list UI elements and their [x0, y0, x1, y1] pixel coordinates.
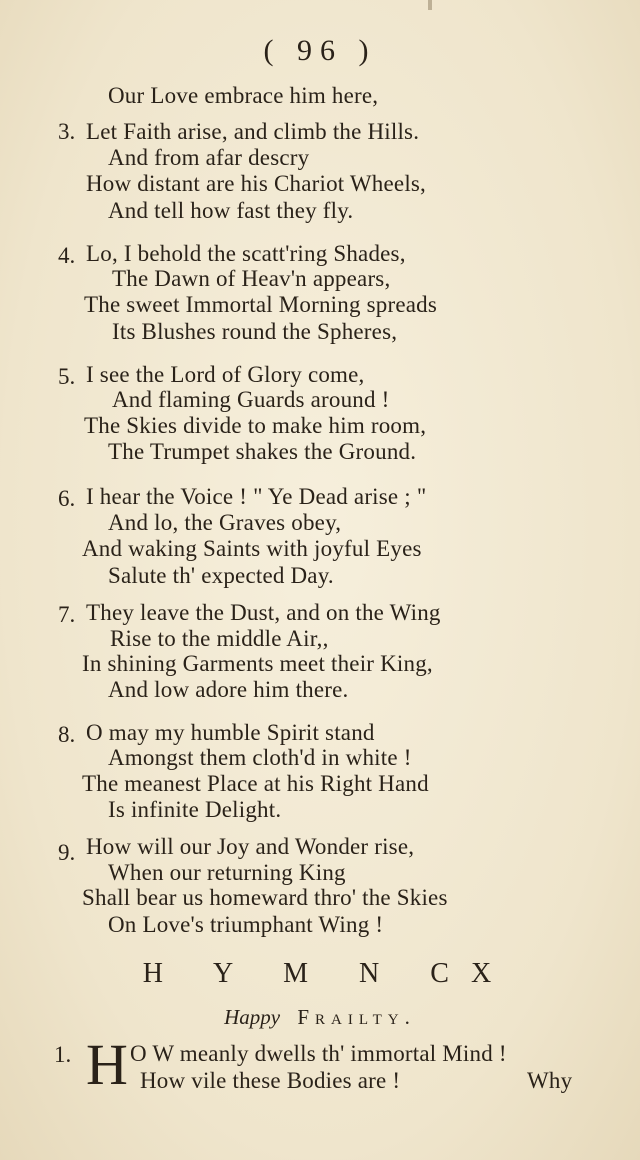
hymn-subtitle — [0, 1005, 640, 1030]
verse-line: Let Faith arise, and climb the Hills. — [86, 119, 420, 144]
verse-line: How will our Joy and Wonder rise, — [86, 834, 415, 859]
subtitle-italic: Happy — [224, 1005, 281, 1029]
verse-line: And waking Saints with joyful Eyes — [82, 536, 422, 561]
verse-number: 5. — [58, 364, 76, 389]
verse-line: The Dawn of Heav'n appears, — [112, 266, 391, 291]
verse-line: They leave the Dust, and on the Wing — [86, 600, 441, 625]
verse-line: When our returning King — [108, 860, 346, 885]
drop-cap: H — [86, 1032, 128, 1097]
verse-line: Amongst them cloth'd in white ! — [108, 745, 412, 770]
catchword: Why — [527, 1068, 573, 1093]
verse-line: I see the Lord of Glory come, — [86, 362, 365, 387]
verse-line: Rise to the middle Air,, — [110, 626, 329, 651]
verse-line: How vile these Bodies are ! — [140, 1068, 401, 1093]
verse-line: O W meanly dwells th' immortal Mind ! — [130, 1041, 507, 1066]
hymn-title: H Y M N CX — [142, 958, 514, 989]
verse-line: I hear the Voice ! " Ye Dead arise ; " — [86, 484, 427, 509]
verse-line: How distant are his Chariot Wheels, — [86, 171, 427, 196]
verse-line: The Trumpet shakes the Ground. — [108, 439, 417, 464]
verse-line: The sweet Immortal Morning spreads — [84, 292, 437, 317]
verse-line: In shining Garments meet their King, — [82, 651, 433, 676]
verse-line: O may my humble Spirit stand — [86, 720, 375, 745]
verse-line: Salute th' expected Day. — [108, 563, 334, 588]
subtitle-caps: Frailty. — [297, 1005, 416, 1029]
verse-line: And lo, the Graves obey, — [108, 510, 342, 535]
intro-line: Our Love embrace him here, — [108, 83, 379, 108]
verse-line: Lo, I behold the scatt'ring Shades, — [86, 241, 406, 266]
page-number: ( 96 ) — [263, 34, 377, 67]
verse-line: Its Blushes round the Spheres, — [112, 319, 398, 344]
verse-line: And flaming Guards around ! — [112, 387, 390, 412]
verse-line: Is infinite Delight. — [108, 797, 282, 822]
verse-number: 3. — [58, 119, 76, 144]
page-edge-mark — [428, 0, 432, 10]
verse-number: 6. — [58, 486, 76, 511]
verse-number: 9. — [58, 840, 76, 865]
verse-line: The meanest Place at his Right Hand — [82, 771, 429, 796]
verse-number: 4. — [58, 243, 76, 268]
verse-number: 7. — [58, 602, 76, 627]
verse-line: On Love's triumphant Wing ! — [108, 912, 384, 937]
verse-number: 8. — [58, 722, 76, 747]
verse-line: And from afar descry — [108, 145, 310, 170]
verse-line: And low adore him there. — [108, 677, 349, 702]
verse-number: 1. — [54, 1042, 72, 1067]
verse-line: Shall bear us homeward thro' the Skies — [82, 885, 448, 910]
verse-line: The Skies divide to make him room, — [84, 413, 427, 438]
verse-line: And tell how fast they fly. — [108, 198, 354, 223]
